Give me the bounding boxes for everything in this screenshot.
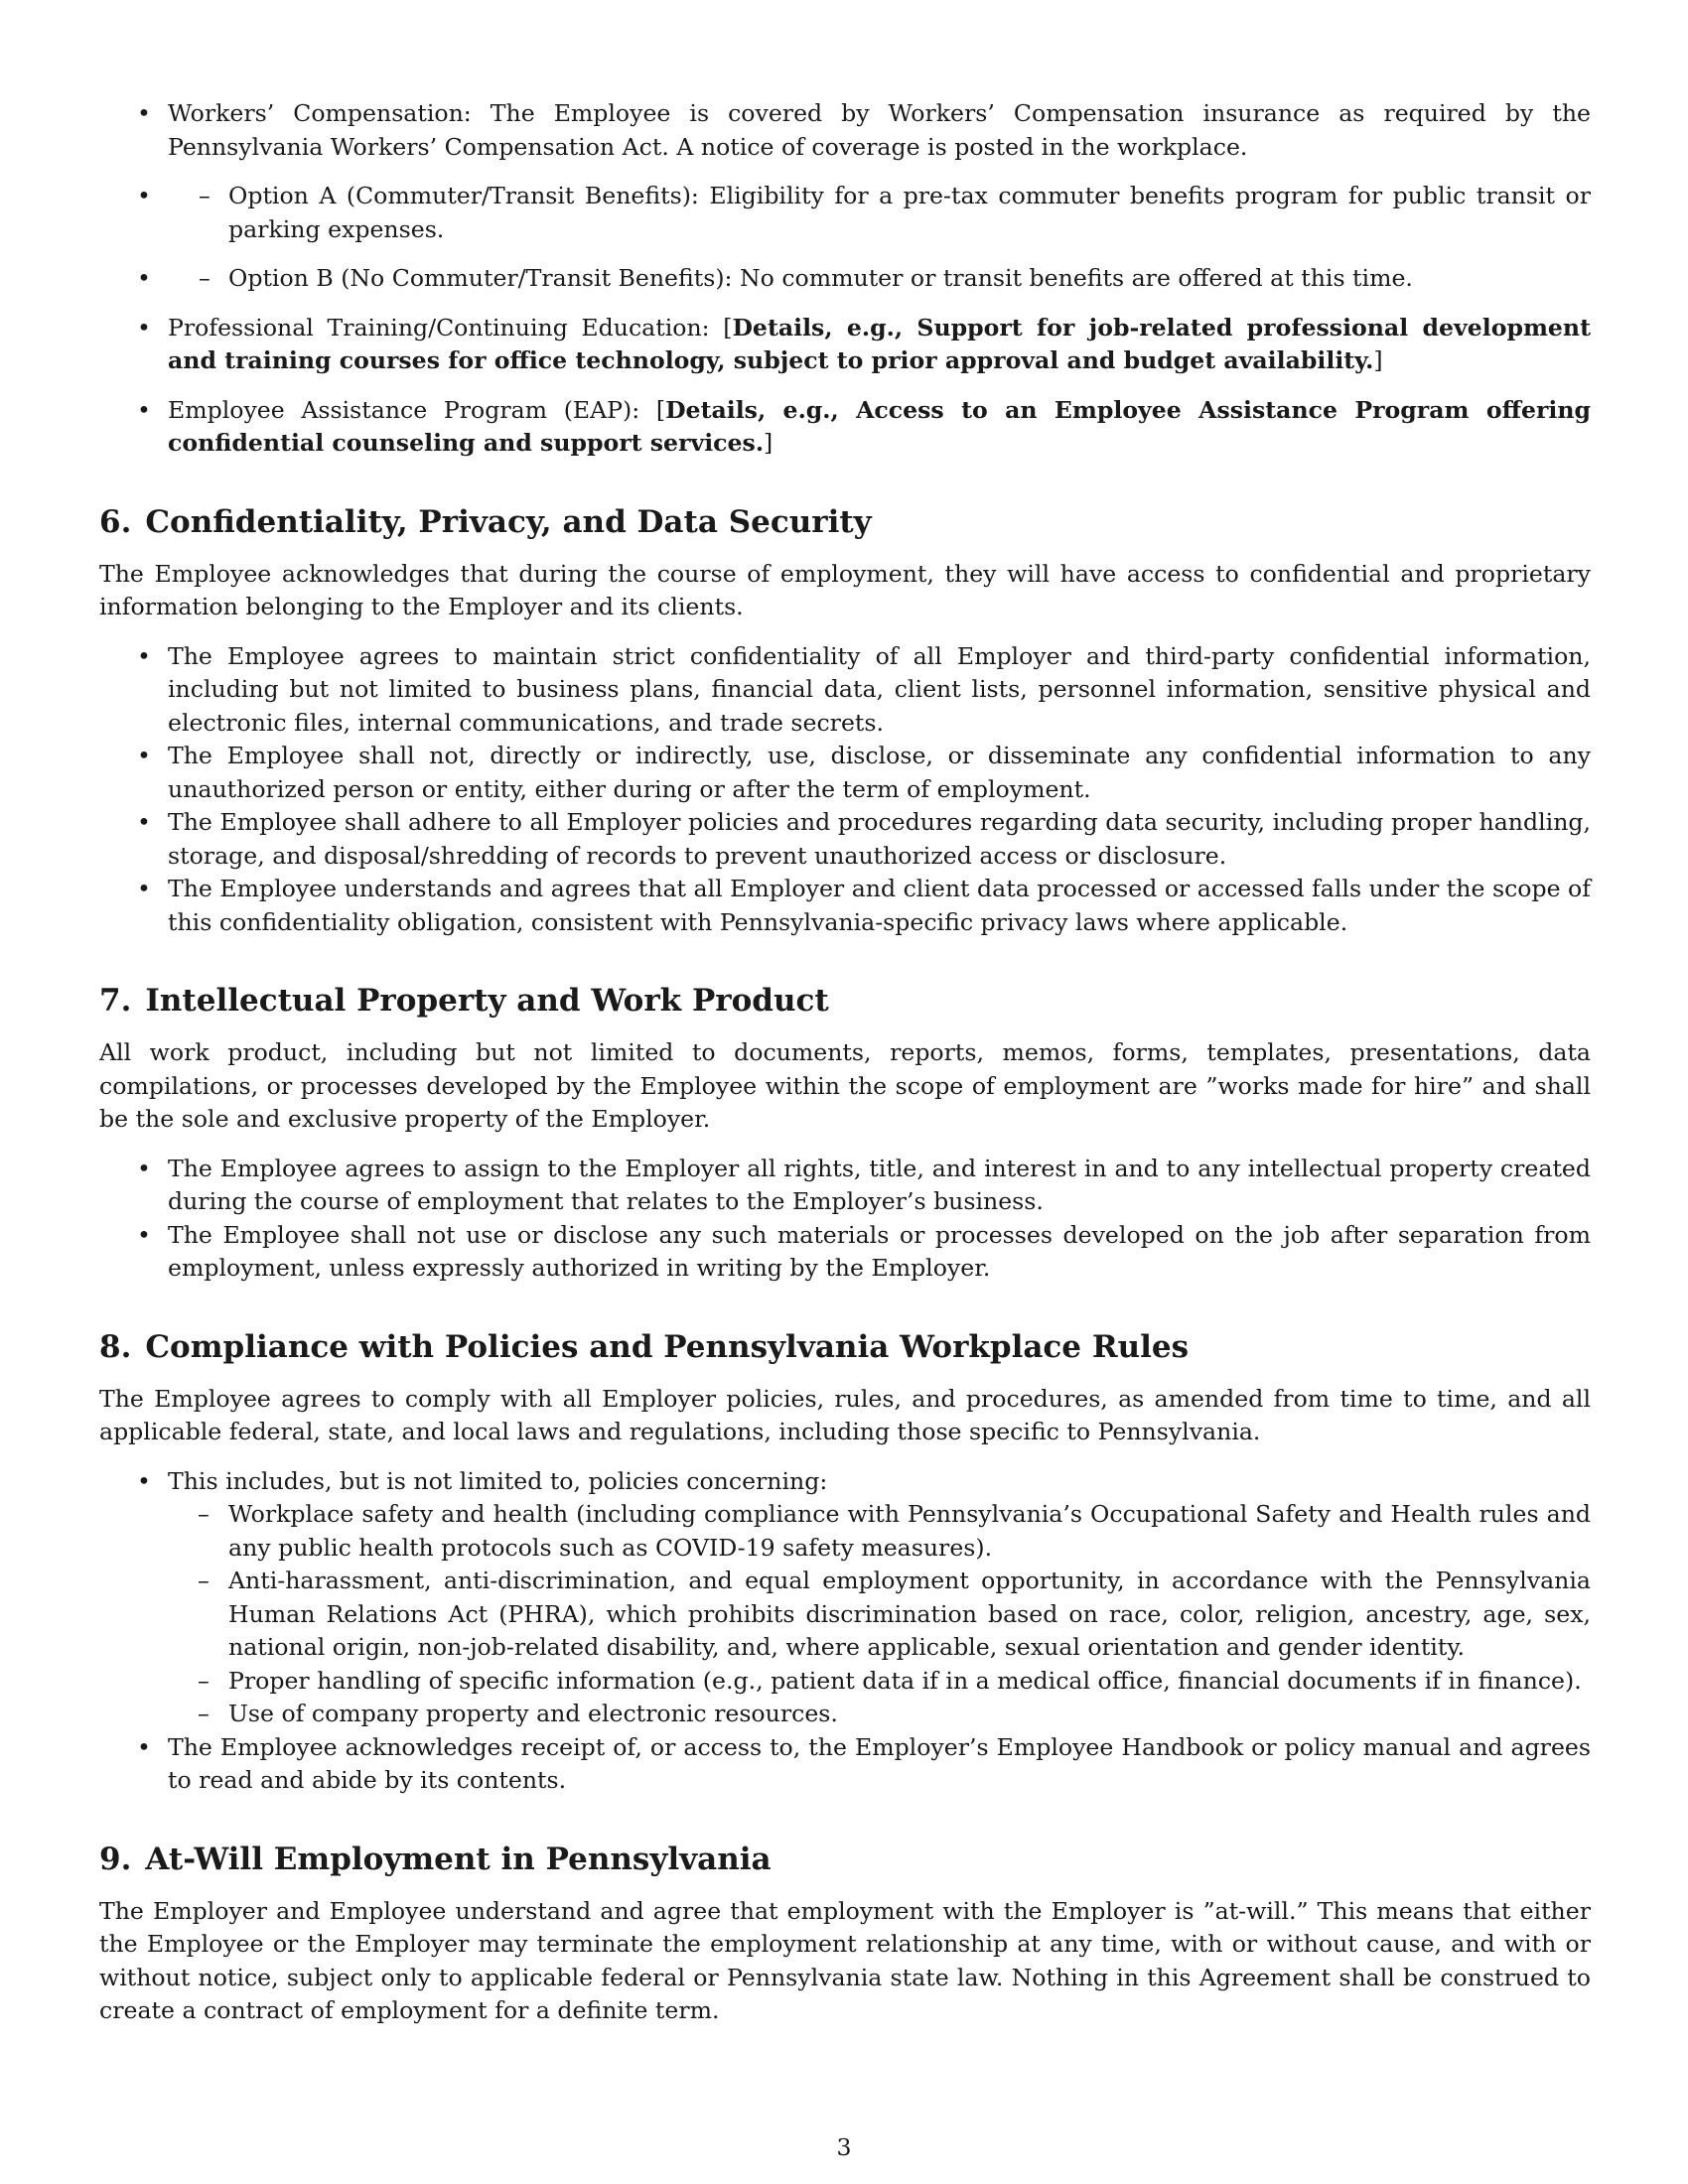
list-item: • Professional Training/Continuing Education: [Details, e.g., Support for job-related professional development and training courses for office technology, subject to prior approval and budget availability.]: [99, 312, 1591, 378]
list-item: • The Employee shall not use or disclose any such materials or processes developed on the job after separation from employment, unless expressly authorized in writing by the Employer.: [99, 1219, 1591, 1286]
page-number: 3: [836, 2133, 852, 2161]
section-title: Intellectual Property and Work Product: [145, 983, 829, 1019]
section-number: 8.: [99, 1328, 132, 1365]
section-heading: [99, 1840, 1591, 1879]
section-8: [99, 1327, 1591, 1798]
section-intro: The Employer and Employee understand and agree that employment with the Employer is ”at-will.” This means that either the Employee or the Employer may terminate the employment relationship at any time, with or without cause, and with or without notice, subject only to applicable federal or Pennsylvania state law. Nothing in this Agreement shall be construed to create a contract of employment for a definite term.: [99, 1896, 1591, 2024]
list-item: • The Employee shall adhere to all Employer policies and procedures regarding data security, including proper handling, storage, and disposal/shredding of records to prevent unauthorized access or disclosure.: [99, 806, 1591, 873]
section-intro: The Employee agrees to comply with all Employer policies, rules, and procedures, as amended from time to time, and all applicable federal, state, and local laws and regulations, including those specific to Pennsylvania.: [99, 1384, 1591, 1445]
list-item: • The Employee understands and agrees that all Employer and client data processed or accessed falls under the scope of this confidentiality obligation, consistent with Pennsylvania-specific privacy laws where applicable.: [99, 873, 1591, 939]
sub-list-item: – Anti-harassment, anti-discrimination, and equal employment opportunity, in accordance with the Pennsylvania Human Relations Act (PHRA), which prohibits discrimination based on race, color, religion, ancestry, age, sex, national origin, non-job-related disability, and, where applicable, sexual orientation and gender identity.: [168, 1565, 1591, 1665]
section-number: 9.: [99, 1841, 132, 1877]
list-item: [99, 1465, 1591, 1731]
section-title: Compliance with Policies and Pennsylvania Workplace Rules: [145, 1328, 1190, 1365]
list-item: • The Employee agrees to assign to the Employer all rights, title, and interest in and to any intellectual property created during the course of employment that relates to the Employer’s business.: [99, 1153, 1591, 1219]
section-title: Confidentiality, Privacy, and Data Security: [145, 503, 872, 540]
list-item: • Employee Assistance Program (EAP): [Details, e.g., Access to an Employee Assistance Program offering confidential counseling and support services.]: [99, 394, 1591, 461]
list-item: • Option A (Commuter/Transit Benefits): Eligibility for a pre-tax commuter benefits program for public transit or parking expenses. –: [99, 180, 1591, 246]
list-item: • Workers’ Compensation: The Employee is covered by Workers’ Compensation insurance as required by the Pennsylvania Workers’ Compensation Act. A notice of coverage is posted in the workplace.: [99, 97, 1591, 164]
bold-details: Details, e.g., Support for job-related professional development and training courses for office technology, subject to prior approval and budget availability.: [168, 313, 1591, 374]
section-7: [99, 981, 1591, 1286]
sub-list: [168, 1498, 1591, 1731]
section-list: [99, 640, 1591, 940]
section-number: 6.: [99, 503, 132, 540]
section-list: [99, 1153, 1591, 1286]
section-title: At-Will Employment in Pennsylvania: [145, 1841, 772, 1877]
list-item: • Option B (No Commuter/Transit Benefits): No commuter or transit benefits are offered at this time. –: [99, 262, 1591, 296]
sub-list-item: – Proper handling of specific information (e.g., patient data if in a medical office, financial documents if in finance).: [168, 1665, 1591, 1699]
sub-list-item: – Workplace safety and health (including compliance with Pennsylvania’s Occupational Safety and Health rules and any public health protocols such as COVID-19 safety measures).: [168, 1498, 1591, 1565]
section-list: [99, 1465, 1591, 1798]
section-heading: [99, 1327, 1591, 1367]
item-label: Employee Assistance Program (EAP):: [168, 395, 656, 424]
section-heading: [99, 502, 1591, 542]
list-item-text: This includes, but is not limited to, policies concerning:: [168, 1466, 828, 1495]
sub-list-item: – Use of company property and electronic resources.: [168, 1698, 1591, 1731]
page-content: [99, 97, 1591, 2028]
section-number: 7.: [99, 983, 132, 1019]
section-intro: All work product, including but not limited to documents, reports, memos, forms, templates, presentations, data compilations, or processes developed by the Employee within the scope of employment are ”works made for hire” and shall be the sole and exclusive property of the Employer.: [99, 1038, 1591, 1133]
list-item: • The Employee acknowledges receipt of, or access to, the Employer’s Employee Handbook or policy manual and agrees to read and abide by its contents.: [99, 1731, 1591, 1798]
section-heading: [99, 981, 1591, 1021]
section-6: [99, 502, 1591, 940]
section-intro: The Employee acknowledges that during the course of employment, they will have access to confidential and proprietary information belonging to the Employer and its clients.: [99, 559, 1591, 620]
list-item: • The Employee agrees to maintain strict confidentiality of all Employer and third-party confidential information, including but not limited to business plans, financial data, client lists, personnel information, sensitive physical and electronic files, internal communications, and trade secrets.: [99, 640, 1591, 741]
section-9: [99, 1840, 1591, 2028]
bold-details: Details, e.g., Access to an Employee Assistance Program offering confidential counseling and support services.: [168, 395, 1591, 457]
benefits-list: [99, 97, 1591, 461]
item-label: Professional Training/Continuing Education:: [168, 313, 724, 341]
list-item: • The Employee shall not, directly or indirectly, use, disclose, or disseminate any confidential information to any unauthorized person or entity, either during or after the term of employment.: [99, 740, 1591, 806]
